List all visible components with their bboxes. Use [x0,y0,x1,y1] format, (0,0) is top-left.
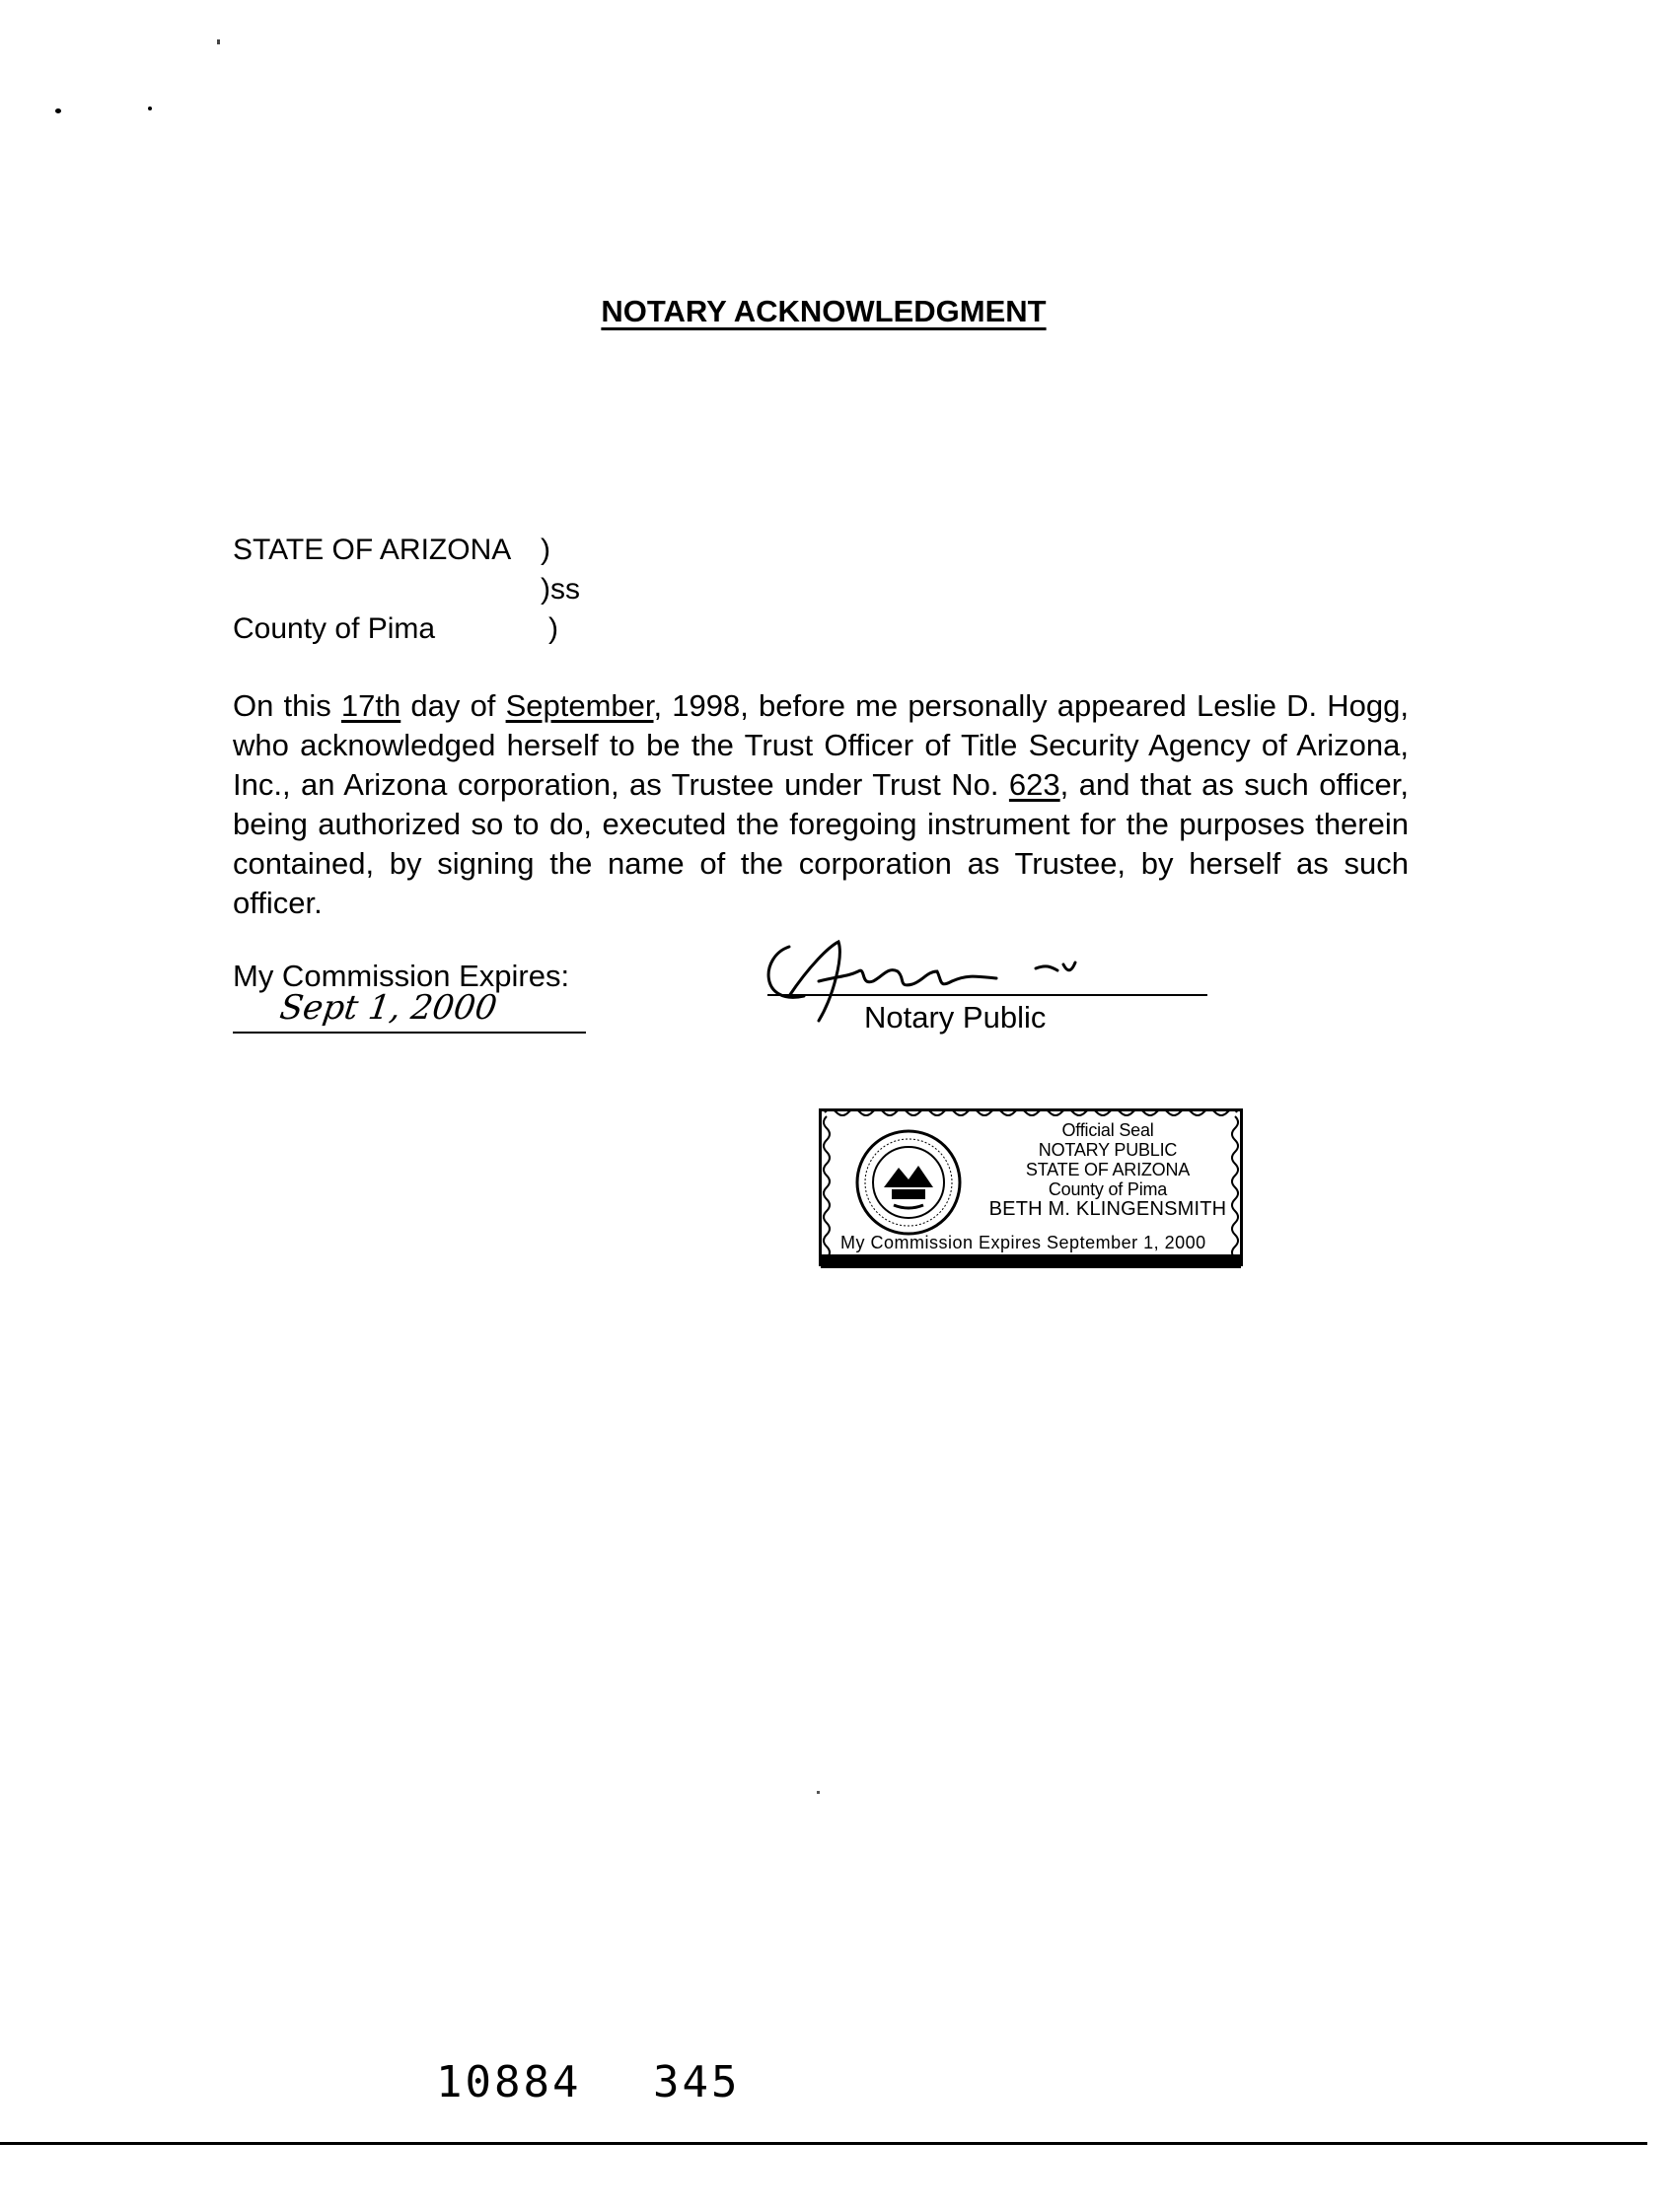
scan-speck [217,39,220,44]
seal-commission-expiry: My Commission Expires September 1, 2000 [840,1233,1206,1252]
seal-notary-public: NOTARY PUBLIC [1038,1140,1178,1160]
month-field: September [505,688,654,723]
arizona-state-seal-emblem [854,1128,963,1237]
signature-line [767,994,1207,996]
commission-date-line [233,1032,586,1034]
commission-date-handwritten: Sept 1, 2000 [277,988,500,1028]
commission-expires-label: My Commission Expires: [233,959,570,993]
acknowledgment-paragraph: On this 17th day of September, 1998, before me personally appeared Leslie D. Hogg, who acknowledged herself to be the Trust Officer of Title Security Agency of Arizona, Inc., an Arizona corporation, as Trustee under Trust No. 623, and that as such officer, being authorized so to do, executed the foregoing instrument for the purposes therein contained, by signing the name of the corporation as Trustee, by herself as such officer. [233,688,1409,920]
trust-number-field: 623 [1008,767,1060,802]
document-number: 10884 [436,2057,582,2107]
day-field: 17th [340,688,401,723]
seal-text-block [979,1120,1237,1219]
page-number: 345 [653,2057,741,2107]
venue-state: STATE OF ARIZONA [233,534,512,566]
scan-speck [55,108,61,113]
seal-official-seal: Official Seal [1061,1120,1154,1140]
venue-paren: ) [541,534,550,566]
document-title: NOTARY ACKNOWLEDGMENT [601,294,1047,328]
venue-county: County of Pima [233,612,436,645]
seal-state: STATE OF ARIZONA [1025,1160,1191,1179]
notary-public-label: Notary Public [864,1000,1047,1035]
bottom-rule [0,2142,1647,2145]
seal-notary-name: BETH M. KLINGENSMITH [988,1198,1227,1220]
venue-ss: )ss [541,573,580,606]
venue-paren: ) [548,612,558,645]
seal-county: County of Pima [1048,1179,1168,1199]
scan-speck [148,107,152,110]
scan-speck [817,1791,820,1794]
